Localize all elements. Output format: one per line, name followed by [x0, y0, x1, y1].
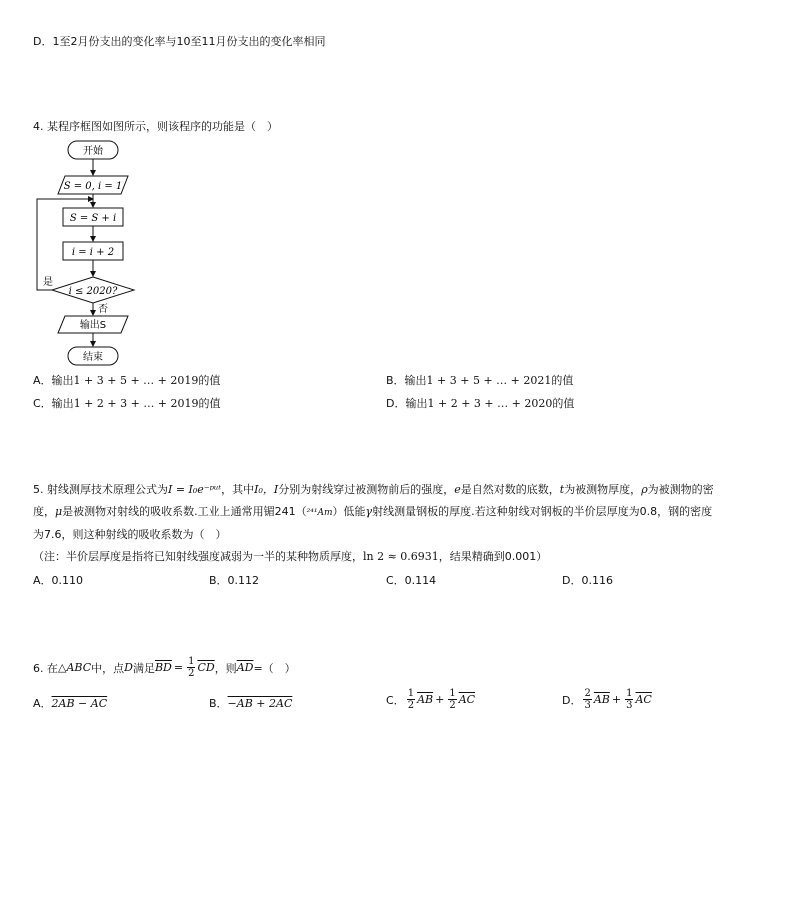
- q4-flowchart: [30, 136, 150, 372]
- flow-start-text: 开始: [83, 146, 103, 157]
- q5-note: （注：半价层厚度是指将已知射线强度减弱为一半的某种物质厚度，ln 2 ≈ 0.6931，结果精确到0.001）: [33, 550, 548, 563]
- flow-cond-text: i ≤ 2020?: [68, 286, 118, 297]
- q6-option-b: B．−AB + 2AC: [209, 697, 293, 710]
- q6-fraction: $\frac{1}{2}$: [188, 656, 195, 679]
- flow-init-text: S = 0, i = 1: [63, 181, 123, 192]
- q6-option-a: A．2AB − AC: [33, 697, 108, 710]
- q5-line2: 度，μ是被测物对射线的吸收系数.工业上通常用镅241（²⁴¹Am）低能γ射线测量钢板的厚度.若这种射线对钢板的半价层厚度为0.8，钢的密度: [33, 505, 713, 518]
- q6-stem: 6. 在 △ABC 中，点 D 满足 $\overline{BD}$ = $\frac{1}{2}$ $\overline{CD}$ ，则 $\overline{AD}$ =（ ）: [33, 656, 296, 679]
- q5-line1: 5. 射线测厚技术原理公式为I = I₀e⁻ᵖᵘᵗ，其中I₀，I分别为射线穿过被测物前后的强度，e是自然对数的底数，t为被测物厚度，ρ为被测物的密: [33, 483, 714, 496]
- q4-stem: 4. 某程序框图如图所示，则该程序的功能是（ ）: [33, 120, 278, 133]
- flow-no-label: 否: [98, 304, 108, 315]
- q5-option-a: A．0.110: [33, 574, 84, 587]
- q4-option-d: D．输出1 + 2 + 3 + … + 2020的值: [386, 397, 575, 410]
- q5-option-d: D．0.116: [562, 574, 613, 587]
- q3-option-d: D．1至2月份支出的变化率与10至11月份支出的变化率相同: [33, 35, 326, 48]
- q5-option-c: C．0.114: [386, 574, 437, 587]
- flow-step1-text: S = S + i: [69, 213, 117, 224]
- q6-option-c: C． $\frac{1}{2}$ $\overline{AB}$ + $\frac{1}{2}$ $\overline{AC}$: [386, 688, 476, 711]
- q6-option-d: D． $\frac{2}{3}$ $\overline{AB}$ + $\frac{1}{3}$ $\overline{AC}$: [562, 688, 652, 711]
- q4-option-c: C．输出1 + 2 + 3 + … + 2019的值: [33, 397, 221, 410]
- q4-option-b: B．输出1 + 3 + 5 + … + 2021的值: [386, 374, 574, 387]
- flow-end-text: 结束: [83, 352, 103, 363]
- q4-option-a: A．输出1 + 3 + 5 + … + 2019的值: [33, 374, 221, 387]
- q5-option-b: B．0.112: [209, 574, 260, 587]
- q5-line3: 为7.6，则这种射线的吸收系数为（ ）: [33, 528, 227, 541]
- flow-step2-text: i = i + 2: [71, 247, 115, 258]
- flow-output-text: 输出S: [79, 320, 107, 331]
- flow-yes-label: 是: [43, 277, 53, 288]
